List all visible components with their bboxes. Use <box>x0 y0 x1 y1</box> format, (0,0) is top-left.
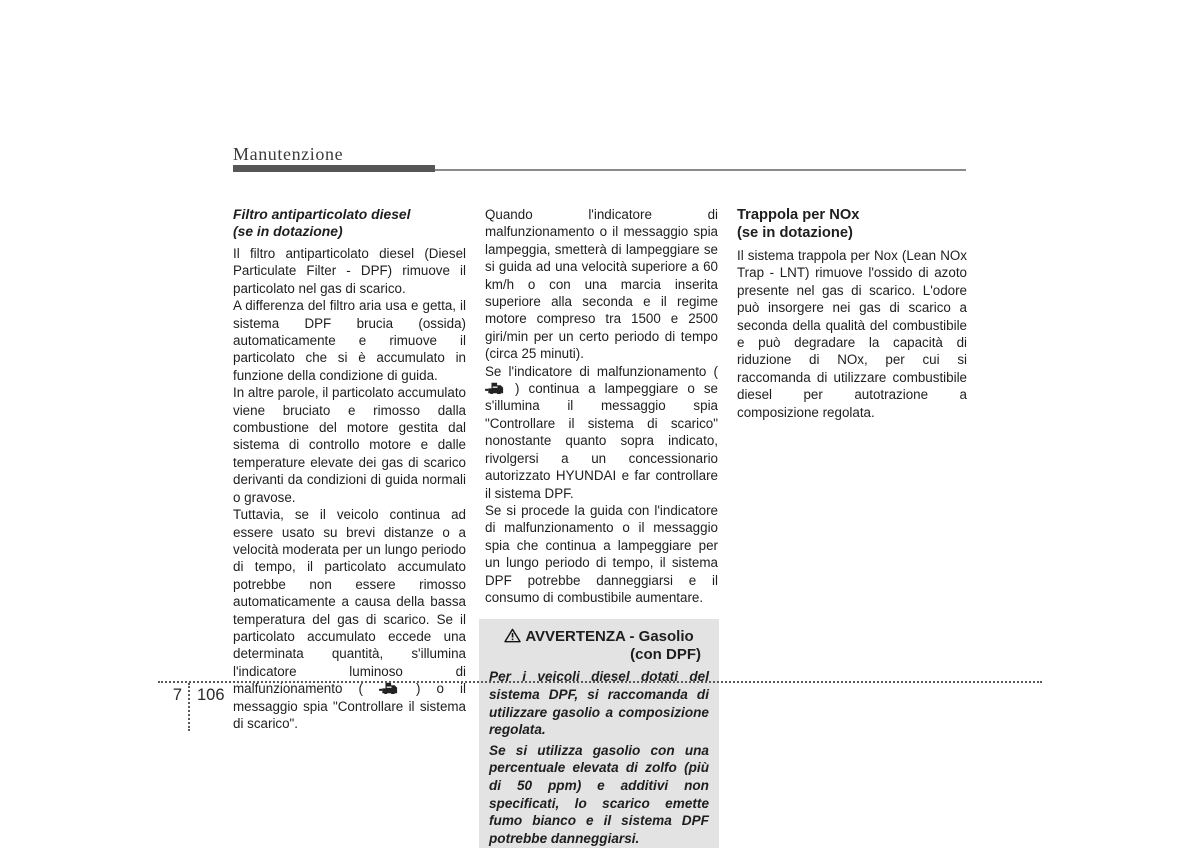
paragraph: Il filtro antiparticolato diesel (Diesel Particulate Filter - DPF) rimuove il particolato nel gas di scarico. <box>233 246 466 296</box>
dpf-heading-line1: Filtro antiparticolato diesel <box>233 206 411 222</box>
paragraph: Il sistema trappola per Nox (Lean NOx Trap - LNT) rimuove l'ossido di azoto presente nel gas di scarico. L'odore può insorgere nei gas di scarico a seconda della qualità del combustibile e può degradare la capacità di riduzione di NOx, per cui si raccomanda di utilizzare combustibile diesel per autotrazione a composizione regolata. <box>737 248 967 420</box>
check-engine-icon <box>485 382 506 394</box>
paragraph-text: ) o il messaggio spia "Controllare il sistema di scarico". <box>233 681 466 731</box>
page-number: 106 <box>197 686 225 704</box>
column-dpf <box>233 206 466 732</box>
paragraph <box>233 506 466 732</box>
warning-paragraph: Per i veicoli diesel dotati del sistema DPF, si raccomanda di utilizzare gasolio a composizione regolata. <box>489 669 709 738</box>
column-nox-trap <box>737 206 967 421</box>
warning-paragraph: Se si utilizza gasolio con una percentuale elevata di zolfo (più di 50 ppm) e additivi non specificati, lo scarico emette fumo bianco e il sistema DPF potrebbe danneggiarsi. <box>489 742 709 846</box>
warning-title-text: AVVERTENZA - Gasolio <box>525 628 694 646</box>
footer-dashed-divider <box>188 683 190 731</box>
paragraph: A differenza del filtro aria usa e getta, il sistema DPF brucia (ossida) automaticamente e rimuove il particolato che si è accumulato in funzione della condizione di guida. <box>233 298 466 383</box>
warning-triangle-icon <box>504 628 521 643</box>
paragraph-text: Se l'indicatore di malfunzionamento ( <box>485 363 718 379</box>
paragraph-text: ) continua a lampeggiare o se s'illumina il messaggio spia "Controllare il sistema di scarico" nonostante quanto sopra indicato, rivolgersi a un concessionario autorizzato HYUNDAI e far controllare il sistema DPF. <box>485 381 718 501</box>
paragraph-text: Tuttavia, se il veicolo continua ad essere usato su brevi distanze o a velocità moderata per un lungo periodo di tempo, il particolato accumulato potrebbe non essere rimosso automaticamente a causa della bassa temperatura del gas di scarico. Se il particolato accumulato eccede una determinata quantità, s'illumina l'indicatore luminoso di malfunzionamento ( <box>233 507 466 697</box>
nox-heading-line2: (se in dotazione) <box>737 225 853 241</box>
warning-title <box>489 628 709 646</box>
paragraph <box>485 363 718 502</box>
paragraph: Quando l'indicatore di malfunzionamento o il messaggio spia lampeggia, smetterà di lampeggiare se si guida ad una velocità superiore a 60 km/h o con una marcia inserita superiore alla seconda e il regime motore compreso tra 1500 e 2500 giri/min per un certo periodo di tempo (circa 25 minuti). <box>485 207 718 362</box>
warning-box <box>479 619 719 848</box>
nox-heading-line1: Trappola per NOx <box>737 207 860 223</box>
header-bar <box>233 165 435 172</box>
paragraph: Se si procede la guida con l'indicatore di malfunzionamento o il messaggio spia che continua a lampeggiare per un lungo periodo di tempo, il sistema DPF potrebbe danneggiarsi e il consumo di combustibile aumentare. <box>485 502 718 605</box>
chapter-number: 7 <box>172 686 182 704</box>
section-title: Manutenzione <box>233 144 344 164</box>
check-engine-icon <box>379 682 400 694</box>
column-indicator <box>485 206 718 848</box>
footer-dashed-rule <box>158 681 1042 683</box>
dpf-heading-line2: (se in dotazione) <box>233 223 343 239</box>
paragraph: In altre parole, il particolato accumulato viene bruciato e rimosso dalla combustione del motore gestita dal sistema di controllo motore e dalle temperature elevate dei gas di scarico derivanti da condizioni di guida normali o gravose. <box>233 385 466 505</box>
warning-title-line2: (con DPF) <box>630 646 701 664</box>
